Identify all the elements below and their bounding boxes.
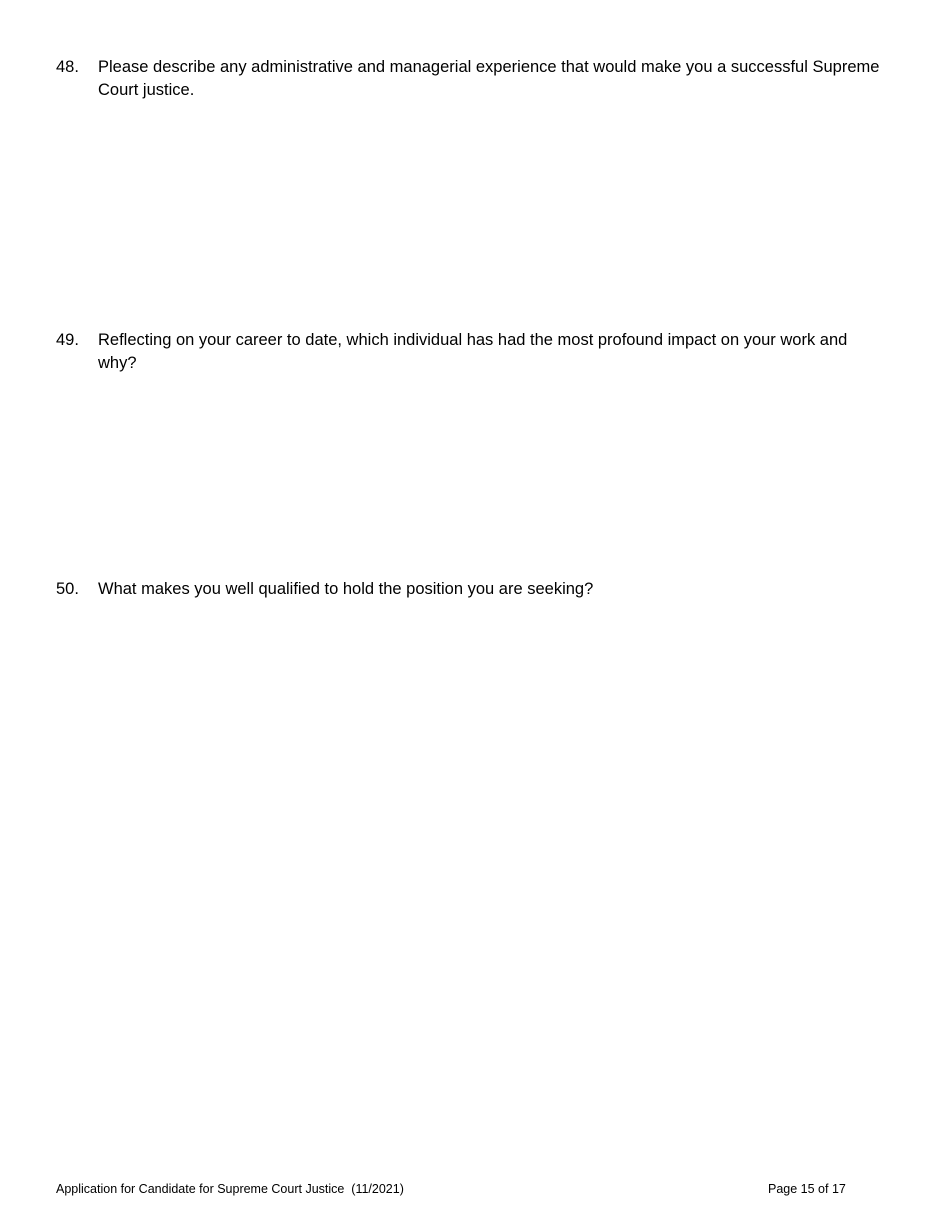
question-text: Please describe any administrative and managerial experience that would make you a successful Supreme Court justice. xyxy=(98,58,880,99)
question-50 xyxy=(56,578,886,601)
footer-form-title: Application for Candidate for Supreme Court Justice (11/2021) xyxy=(56,1182,404,1196)
question-number: 50. xyxy=(56,580,79,598)
footer-page-number: Page 15 of 17 xyxy=(768,1182,846,1196)
question-number: 48. xyxy=(56,58,79,76)
question-49 xyxy=(56,329,886,375)
question-text: What makes you well qualified to hold the position you are seeking? xyxy=(98,580,594,598)
question-48 xyxy=(56,56,886,102)
question-text: Reflecting on your career to date, which individual has had the most profound impact on your work and why? xyxy=(98,331,848,372)
question-number: 49. xyxy=(56,331,79,349)
